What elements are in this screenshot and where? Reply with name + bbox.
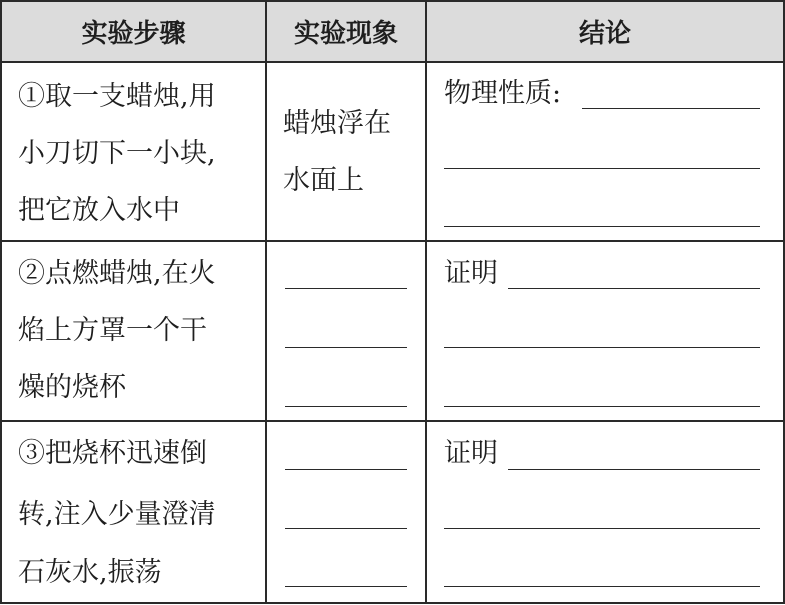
conclusion-blank[interactable] bbox=[508, 469, 760, 470]
table-border-left bbox=[0, 0, 2, 604]
step-text-line: 小刀切下一小块, bbox=[18, 138, 216, 169]
conclusion-label: 物理性质: bbox=[444, 78, 562, 109]
phenomenon-blank[interactable] bbox=[285, 347, 407, 348]
step-text-line: ①取一支蜡烛,用 bbox=[18, 81, 216, 112]
header-phenomenon: 实验现象 bbox=[293, 18, 398, 49]
column-divider bbox=[425, 0, 427, 604]
phenomenon-text-line: 蜡烛浮在 bbox=[283, 108, 391, 139]
column-divider bbox=[265, 0, 267, 604]
step-text-line: 焰上方罩一个干 bbox=[18, 315, 207, 346]
step-text-line: 石灰水,振荡 bbox=[18, 557, 162, 588]
phenomenon-blank[interactable] bbox=[285, 469, 407, 470]
phenomenon-text-line: 水面上 bbox=[283, 165, 364, 196]
conclusion-blank[interactable] bbox=[508, 288, 760, 289]
conclusion-blank[interactable] bbox=[444, 406, 760, 407]
phenomenon-blank[interactable] bbox=[285, 406, 407, 407]
header-conclusion: 结论 bbox=[578, 18, 631, 49]
row-divider bbox=[0, 240, 785, 242]
conclusion-blank[interactable] bbox=[444, 226, 760, 227]
table-border-bottom bbox=[0, 602, 785, 604]
conclusion-blank[interactable] bbox=[444, 347, 760, 348]
phenomenon-blank[interactable] bbox=[285, 528, 407, 529]
step-text-line: 燥的烧杯 bbox=[18, 372, 126, 403]
conclusion-label: 证明 bbox=[444, 258, 498, 289]
phenomenon-blank[interactable] bbox=[285, 288, 407, 289]
conclusion-blank[interactable] bbox=[582, 108, 760, 109]
conclusion-blank[interactable] bbox=[444, 168, 760, 169]
step-text-line: 把它放入水中 bbox=[18, 195, 180, 226]
step-text-line: ③把烧杯迅速倒 bbox=[18, 438, 207, 469]
step-text-line: 转,注入少量澄清 bbox=[18, 499, 216, 530]
conclusion-blank[interactable] bbox=[444, 528, 760, 529]
conclusion-label: 证明 bbox=[444, 438, 498, 469]
phenomenon-blank[interactable] bbox=[285, 586, 407, 587]
header-step: 实验步骤 bbox=[81, 18, 186, 49]
row-divider bbox=[0, 420, 785, 422]
step-text-line: ②点燃蜡烛,在火 bbox=[18, 258, 216, 289]
conclusion-blank[interactable] bbox=[444, 586, 760, 587]
